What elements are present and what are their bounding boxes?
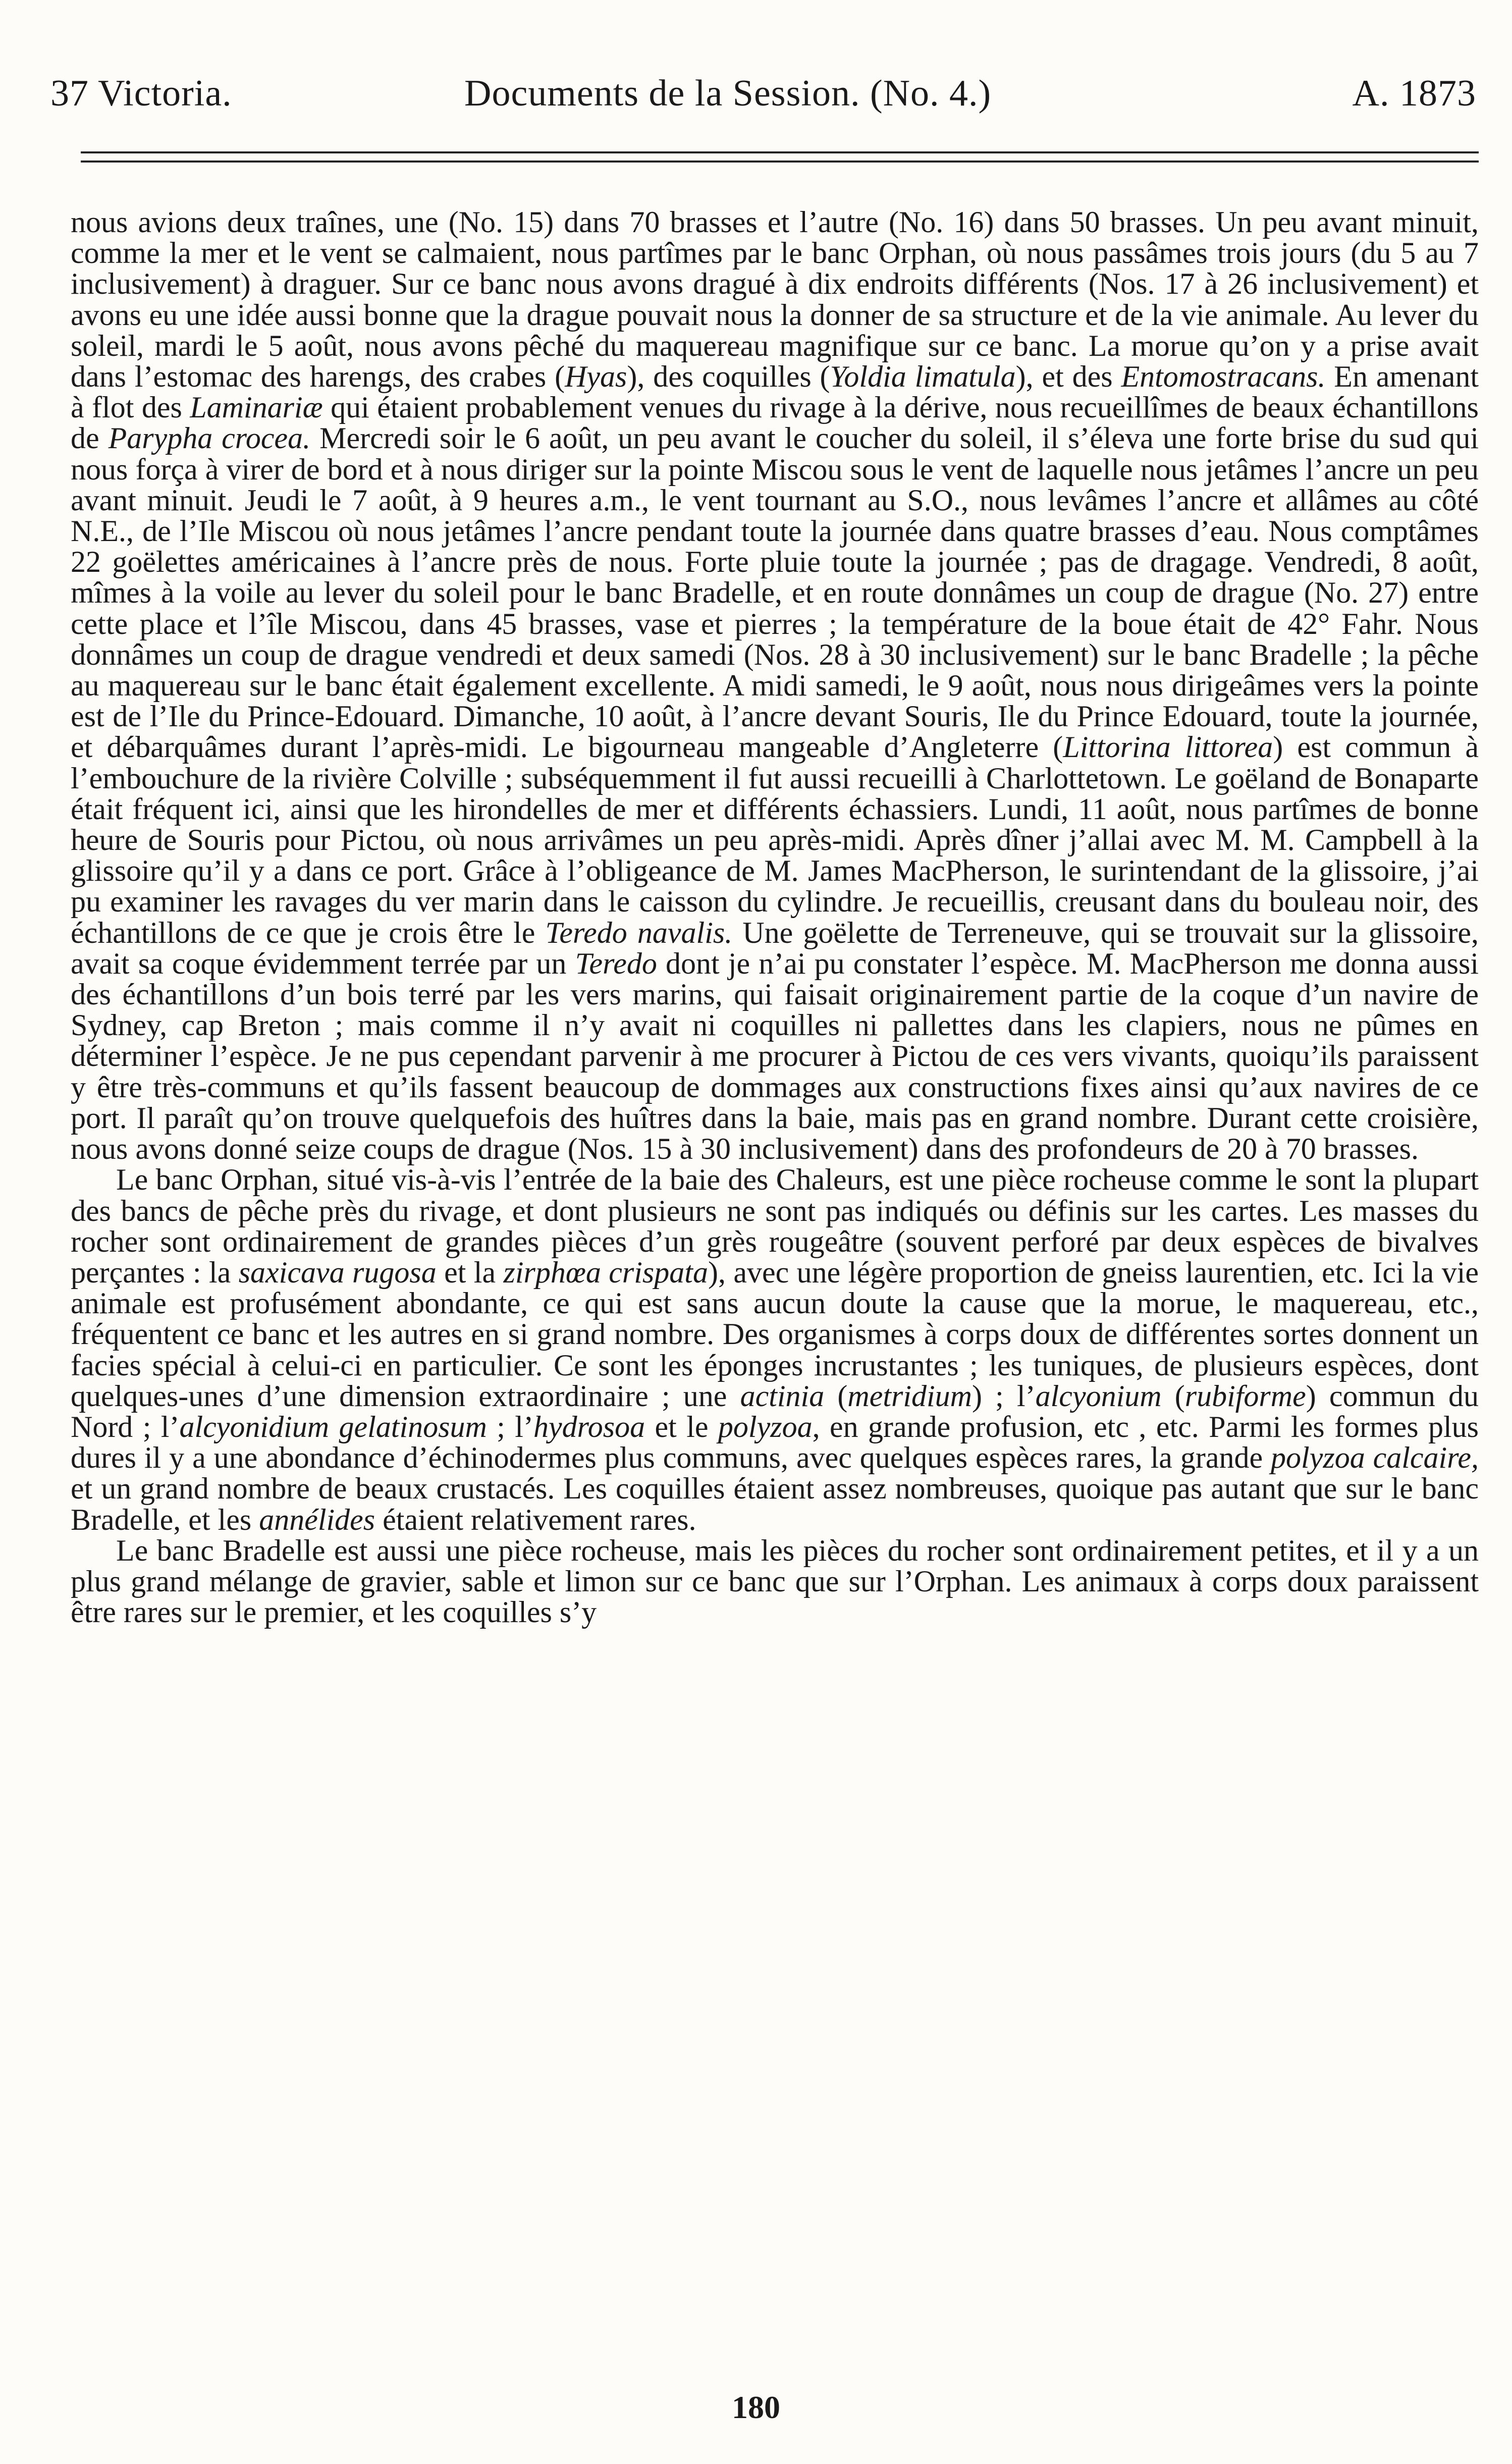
text-run: En amenant à flot des bbox=[71, 360, 1479, 424]
italic-term: rubiforme bbox=[1184, 1379, 1306, 1413]
text-run: ) est commun à l’embouchure de la rivière Colville ; subséquemment il fut aussi recueilli à Charlottetown. Le goëland de Bonaparte était fréquent ici, ainsi que les hirondelles de mer et différents échassiers. Lundi, 11 août, nous partîmes de bonne heure de Souris pour Pictou, où nous arrivâmes un peu après-midi. Après dîner j’allai avec M. M. Campbell à la glissoire qu’il y a dans ce port. Grâce à l’obligeance de M. James MacPherson, le surintendant de la glissoire, j’ai pu examiner les ravages du ver marin dans le caisson du cylindre. Je recueillis, creusant dans du bouleau noir, des échantillons de ce que je crois être le bbox=[71, 730, 1479, 949]
text-run: ) ; l’ bbox=[972, 1379, 1036, 1413]
text-run: et un grand nombre de beaux crustacés. Les coquilles étaient assez nombreuses, quoique pas autant que sur le banc Bradelle, et les bbox=[71, 1472, 1479, 1536]
text-run: ), avec une légère proportion de gneiss laurentien, etc. Ici la vie animale est profusément abondante, ce qui est sans aucun doute la cause que la morue, le maquereau, etc., fréquentent ce banc et les autres en si grand nombre. Des organismes à corps doux de différentes sortes donnent un facies spécial à celui-ci en particulier. Ce sont les éponges incrustantes ; les tuniques, de plusieurs espèces, dont quelques-unes d’une dimension extraordinaire ; une bbox=[71, 1255, 1479, 1413]
italic-term: Littorina littorea bbox=[1063, 730, 1273, 764]
text-run: et la bbox=[436, 1255, 504, 1289]
body-text bbox=[71, 207, 1479, 1628]
text-run: ), des coquilles ( bbox=[627, 360, 830, 394]
italic-term: saxicava rugosa bbox=[238, 1255, 437, 1289]
text-run: Une goëlette de Terreneuve, qui se trouvait sur la glissoire, avait sa coque évidemment terrée par un bbox=[71, 916, 1479, 980]
header-session-volume: 37 Victoria. bbox=[50, 73, 232, 114]
text-run: ; l’ bbox=[487, 1410, 533, 1443]
italic-term: alcyonidium gelatinosum bbox=[179, 1410, 487, 1443]
italic-term: Laminariæ bbox=[190, 391, 323, 424]
text-run: Mercredi soir le 6 août, un peu avant le coucher du soleil, il s’éleva une forte brise du sud qui nous força à virer de bord et à nous diriger sur la pointe Miscou sous le vent de laquelle nous jetâmes l’ancre un peu avant minuit. Jeudi le 7 août, à 9 heures a.m., le vent tournant au S.O., nous levâmes l’ancre et allâmes au côté N.E., de l’Ile Miscou où nous jetâmes l’ancre pendant toute la journée dans quatre brasses d’eau. Nous comptâmes 22 goëlettes américaines à l’ancre près de nous. Forte pluie toute la journée ; pas de dragage. Vendredi, 8 août, mîmes à la voile au lever du soleil pour le banc Bradelle, et en route donnâmes un coup de drague (No. 27) entre cette place et l’île Miscou, dans 45 brasses, vase et pierres ; la température de la boue était de 42° Fahr. Nous donnâmes un coup de drague vendredi et deux samedi (Nos. 28 à 30 inclusivement) sur le banc Bradelle ; la pêche au maquereau sur le banc était également excellente. A midi samedi, le 9 août, nous nous dirigeâmes vers la pointe est de l’Ile du Prince-Edouard. Dimanche, 10 août, à l’ancre devant Souris, Ile du Prince Edouard, toute la journée, et débarquâmes durant l’après-midi. Le bigourneau mangeable d’Angleterre ( bbox=[71, 421, 1479, 764]
italic-term: Teredo bbox=[575, 946, 657, 980]
page-number: 180 bbox=[732, 2389, 780, 2425]
text-run: ( bbox=[1161, 1379, 1185, 1413]
italic-term: Teredo navalis. bbox=[545, 916, 733, 949]
header-rule-bottom bbox=[81, 160, 1479, 163]
text-run: nous avions deux traînes, une (No. 15) dans 70 brasses et l’autre (No. 16) dans 50 brasses. Un peu avant minuit, comme la mer et le vent se calmaient, nous partîmes par le banc Orphan, où nous passâmes trois jours (du 5 au 7 inclusivement) à draguer. Sur ce banc nous avons dragué à dix endroits différents (Nos. 17 à 26 inclusivement) et avons eu une idée aussi bonne que la drague pouvait nous la donner de sa structure et de la vie animale. Au lever du soleil, mardi le 5 août, nous avons pêché du maquereau magnifique sur ce banc. La morue qu’on y a prise avait dans l’estomac des harengs, des crabes ( bbox=[71, 205, 1479, 394]
text-run: ), et des bbox=[1015, 360, 1121, 394]
italic-term: actinia bbox=[740, 1379, 825, 1413]
italic-term: Entomostracans. bbox=[1121, 360, 1326, 394]
text-run: dont je n’ai pu constater l’espèce. M. MacPherson me donna aussi des échantillons d’un bois terré par les vers marins, qui faisait originairement partie de la coque d’un navire de Sydney, cap Breton ; mais comme il n’y avait ni coquilles ni pallettes dans les clapiers, nous ne pûmes en déterminer l’espèce. Je ne pus cependant parvenir à me procurer à Pictou de ces vers vivants, quoiqu’ils paraissent y être très-communs et qu’ils fassent beaucoup de dommages aux constructions fixes ainsi qu’aux navires de ce port. Il paraît qu’on trouve quelquefois des huîtres dans la baie, mais pas en grand nombre. Durant cette croisière, nous avons donné seize coups de drague (Nos. 15 à 30 inclusivement) dans des profondeurs de 20 à 70 brasses. bbox=[71, 946, 1479, 1166]
italic-term: Hyas bbox=[565, 360, 627, 394]
text-run: ) commun du Nord ; l’ bbox=[71, 1379, 1479, 1443]
italic-term: alcyonium bbox=[1035, 1379, 1162, 1413]
italic-term: metridium bbox=[847, 1379, 973, 1413]
text-run: étaient relativement rares. bbox=[375, 1503, 696, 1536]
running-header bbox=[50, 71, 1476, 116]
header-document-title: Documents de la Session. (No. 4.) bbox=[464, 73, 992, 114]
paragraph bbox=[71, 1164, 1479, 1535]
italic-term: polyzoa calcaire, bbox=[1271, 1441, 1479, 1475]
text-run: Le banc Orphan, situé vis-à-vis l’entrée de la baie des Chaleurs, est une pièce rocheuse comme le sont la plupart des bancs de pêche près du rivage, et dont plusieurs ne sont pas indiqués ou définis sur les cartes. Les masses du rocher sont ordinairement de grandes pièces d’un grès rougeâtre (souvent perforé par deux espèces de bivalves perçantes : la bbox=[71, 1163, 1479, 1289]
italic-term: annélides bbox=[259, 1503, 375, 1536]
italic-term: polyzoa bbox=[718, 1410, 813, 1443]
paragraph bbox=[71, 1535, 1479, 1628]
italic-term: zirphœa crispata bbox=[503, 1255, 708, 1289]
text-run: Le banc Bradelle est aussi une pièce rocheuse, mais les pièces du rocher sont ordinairement petites, et il y a un plus grand mélange de gravier, sable et limon sur ce banc que sur l’Orphan. Les animaux à corps doux paraissent être rares sur le premier, et les coquilles s’y bbox=[71, 1533, 1479, 1629]
header-rule-top bbox=[81, 151, 1479, 153]
text-run: qui étaient probablement venues du rivage à la dérive, nous recueillîmes de beaux échantillons de bbox=[71, 391, 1479, 455]
italic-term: hydrosoa bbox=[533, 1410, 645, 1443]
header-year-code: A. 1873 bbox=[1352, 73, 1476, 114]
paragraph bbox=[71, 207, 1479, 1164]
text-run: et le bbox=[645, 1410, 718, 1443]
italic-term: Parypha crocea. bbox=[108, 421, 311, 455]
text-run: , en grande profusion, etc , etc. Parmi les formes plus dures il y a une abondance d’échinodermes plus communs, avec quelques espèces rares, la grande bbox=[71, 1410, 1479, 1475]
text-run: ( bbox=[824, 1379, 848, 1413]
italic-term: Yoldia limatula bbox=[830, 360, 1016, 394]
